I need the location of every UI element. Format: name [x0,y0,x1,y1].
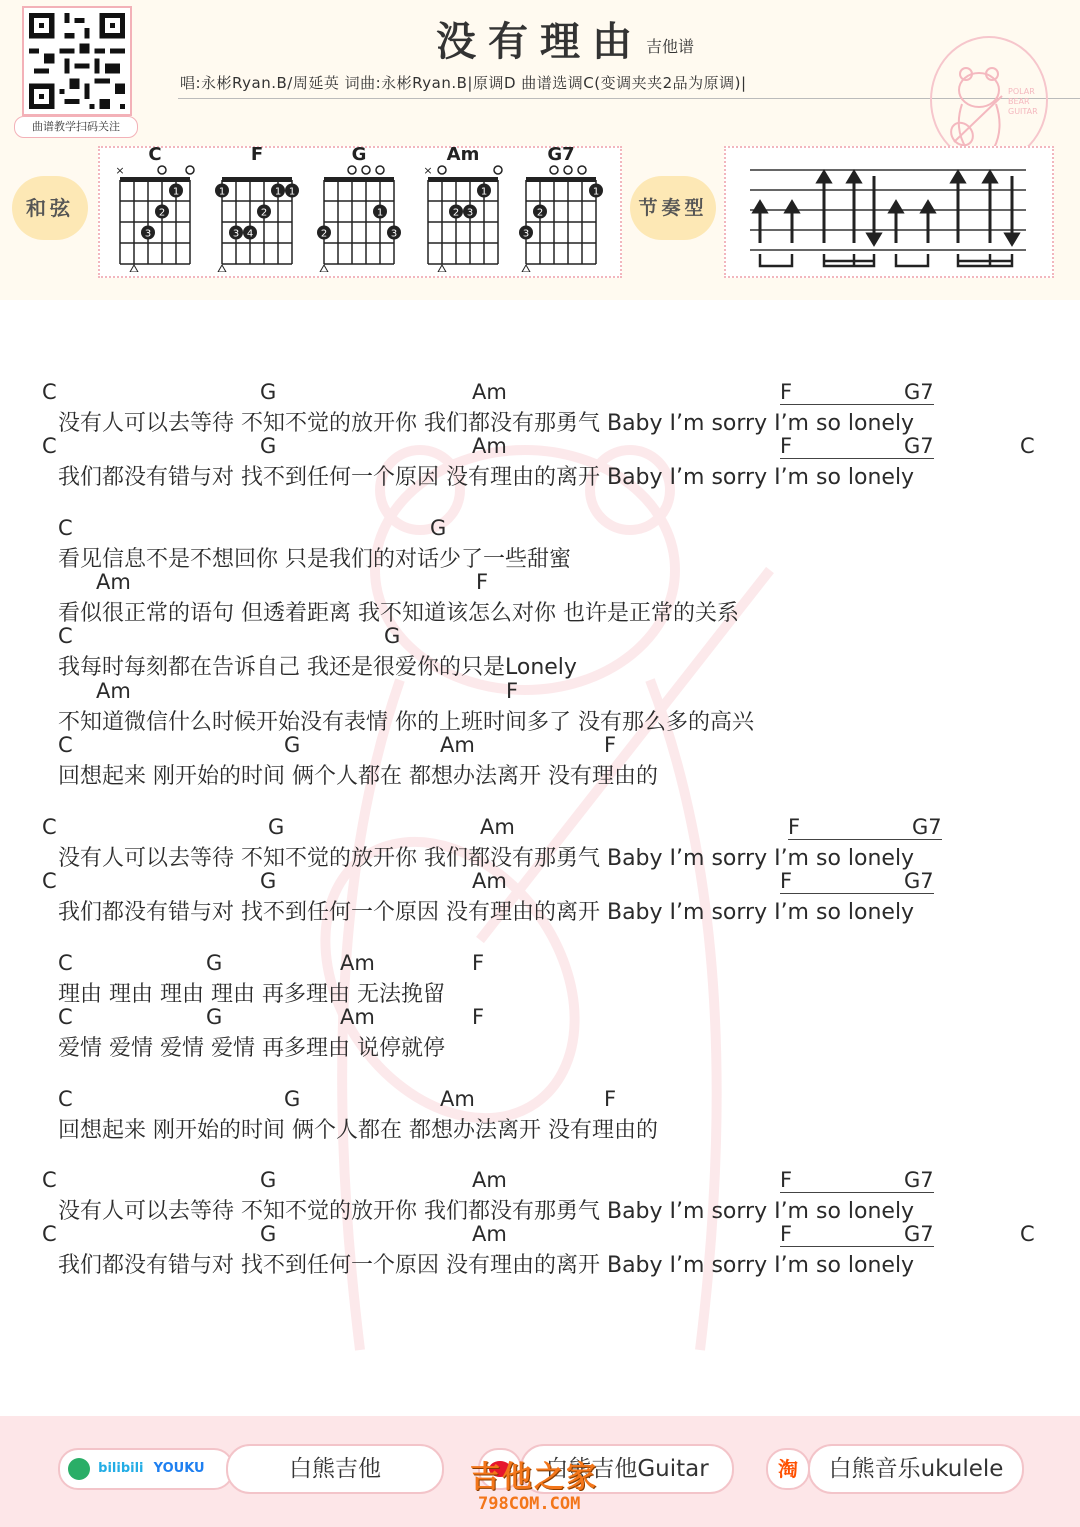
chord-symbol: C [42,1168,57,1192]
chord-diagram-g [316,144,402,272]
svg-text:3: 3 [390,228,398,240]
chord-symbol: F [780,1168,904,1193]
chord-symbol: F [780,434,904,459]
bear-watermark [250,420,810,1370]
lyric-line: 没有人可以去等待 不知不觉的放开你 我们都没有那勇气 Baby I’m sorry I’m so lonely [58,411,915,436]
chord-symbol: Am [472,434,507,458]
svg-text:1: 1 [172,186,180,198]
svg-text:1: 1 [274,186,282,198]
taobao-icon: 淘 [766,1448,810,1490]
chord-symbol: Am [472,1222,507,1246]
chord-grid [518,148,604,272]
qr-caption: 曲谱教学扫码关注 [14,116,138,138]
youku-label: YOUKU [153,1461,205,1476]
svg-text:1: 1 [288,186,296,198]
chord-symbol: G [260,869,277,893]
chord-symbol: G [284,733,301,757]
chord-symbol: C [42,815,57,839]
chord-symbol: Am [440,1087,475,1111]
chord-symbol: F [472,951,485,975]
rhythm-label: 节奏型 [630,176,716,240]
chord-symbol: C [58,1005,73,1029]
chord-symbol: Am [480,815,515,839]
chord-diagram-f [214,144,300,272]
chord-grid [112,148,198,272]
chord-symbol: F [604,733,617,757]
chord-symbol: Am [472,869,507,893]
chord-diagram-name: C [148,144,162,165]
svg-text:1: 1 [480,186,488,198]
logo-text-line-1: POLAR [1008,87,1035,96]
chord-symbol: G7 [912,815,942,839]
chord-diagram-name: Am [446,144,480,165]
song-credits: 唱:永彬Ryan.B/周延英 词曲:永彬Ryan.B|原调D 曲谱选调C(变调夹夹2品为原调)| [180,74,747,92]
chord-symbol: G [206,951,223,975]
svg-text:3: 3 [466,207,474,219]
rhythm-pattern [724,146,1054,278]
chord-grid [316,148,402,272]
chord-symbol: Am [340,1005,375,1029]
chord-symbol: G7 [904,1168,934,1192]
chord-symbol: C [58,733,73,757]
chord-symbol: G [260,1168,277,1192]
chord-symbol: C [58,516,73,540]
chord-symbol: G [430,516,447,540]
chords-label: 和弦 [12,176,88,240]
song-subtitle: 吉他谱 [646,37,695,56]
lyric-line: 没有人可以去等待 不知不觉的放开你 我们都没有那勇气 Baby I’m sorry I’m so lonely [58,846,915,871]
chord-symbol: Am [440,733,475,757]
chord-symbol: F [788,815,912,840]
svg-text:3: 3 [522,228,530,240]
lyric-line: 看似很正常的语句 但透着距离 我不知道该怎么对你 也许是正常的关系 [58,601,739,626]
wechat-icon [68,1458,90,1480]
chord-symbol: C [58,951,73,975]
lyric-line: 我们都没有错与对 找不到任何一个原因 没有理由的离开 Baby I’m sorry I’m so lonely [58,1253,915,1278]
chord-symbol: Am [340,951,375,975]
chord-symbol: Am [96,679,131,703]
chord-symbol: Am [472,1168,507,1192]
chord-symbol: G [268,815,285,839]
channel-baixiong-guitar[interactable]: 白熊吉他 [226,1444,444,1494]
chord-symbol: G7 [904,380,934,404]
lyric-line: 回想起来 刚开始的时间 俩个人都在 都想办法离开 没有理由的 [58,764,658,789]
chord-symbol: C [58,624,73,648]
chord-symbol: F [476,570,489,594]
chord-symbol: C [42,380,57,404]
svg-text:2: 2 [158,207,166,219]
chord-symbol: C [42,869,57,893]
chord-symbol: G [260,1222,277,1246]
chord-symbol: G7 [904,869,934,893]
chord-symbol: C [1020,1222,1035,1246]
chord-symbol: Am [472,380,507,404]
qr-code-image[interactable] [22,6,132,116]
svg-text:1: 1 [592,186,600,198]
chord-diagram-name: F [250,144,264,165]
chord-symbol: G7 [904,1222,934,1246]
lyric-line: 理由 理由 理由 理由 再多理由 无法挽留 [58,982,445,1007]
polar-bear-guitar-logo [930,36,1048,164]
site-watermark-stamp: 吉他之家 [470,1460,598,1495]
chord-grid [420,148,506,272]
svg-text:1: 1 [376,207,384,219]
lyric-line: 爱情 爱情 爱情 爱情 再多理由 说停就停 [58,1036,445,1061]
chord-symbol: F [780,1222,904,1247]
chord-symbol: F [604,1087,617,1111]
chord-symbol: G [206,1005,223,1029]
svg-text:2: 2 [260,207,268,219]
chord-symbol: G [384,624,401,648]
svg-text:2: 2 [452,207,460,219]
platform-icons[interactable] [58,1448,234,1490]
lyric-line: 我们都没有错与对 找不到任何一个原因 没有理由的离开 Baby I’m sorry I’m so lonely [58,465,915,490]
chord-symbol: C [42,1222,57,1246]
lyric-line: 回想起来 刚开始的时间 俩个人都在 都想办法离开 没有理由的 [58,1118,658,1143]
lyric-line: 看见信息不是不想回你 只是我们的对话少了一些甜蜜 [58,547,571,572]
chord-symbol: G7 [904,434,934,458]
song-title: 没有理由 [436,19,644,65]
lyric-line: 不知道微信什么时候开始没有表情 你的上班时间多了 没有那么多的高兴 [58,710,754,735]
chord-diagram-c [112,144,198,272]
channel-baixiong-ukulele[interactable]: 白熊音乐ukulele [808,1444,1024,1494]
svg-text:3: 3 [232,228,240,240]
chord-symbol: C [58,1087,73,1111]
logo-text-line-2: BEAR [1008,97,1030,106]
chord-symbol: G [260,380,277,404]
svg-text:2: 2 [320,228,328,240]
channel-baixiong-guitar-en[interactable]: 白熊吉他Guitar [520,1444,734,1494]
svg-text:×: × [423,164,433,177]
chord-diagram-name: G7 [547,144,575,165]
chord-symbol: F [472,1005,485,1029]
site-watermark-url: 798COM.COM [478,1494,581,1514]
svg-text:1: 1 [218,186,226,198]
chord-symbol: Am [96,570,131,594]
bilibili-label: bilibili [98,1461,144,1476]
chord-symbol: G [260,434,277,458]
lyric-line: 没有人可以去等待 不知不觉的放开你 我们都没有那勇气 Baby I’m sorry I’m so lonely [58,1199,915,1224]
svg-text:4: 4 [246,228,254,240]
svg-text:×: × [115,164,125,177]
chord-diagram-name: G [351,144,367,165]
chord-diagram-g7 [518,144,604,272]
svg-text:3: 3 [144,228,152,240]
chord-grid [214,148,300,272]
logo-text-line-3: GUITAR [1008,107,1038,116]
lyric-line: 我每时每刻都在告诉自己 我还是很爱你的只是Lonely [58,655,577,680]
chord-symbol: C [1020,434,1035,458]
chord-symbol: F [780,380,904,405]
chord-symbol: F [780,869,904,894]
chord-symbol: C [42,434,57,458]
chord-diagram-am [420,144,506,272]
chord-symbol: F [506,679,519,703]
chord-symbol: G [284,1087,301,1111]
svg-text:2: 2 [536,207,544,219]
lyric-line: 我们都没有错与对 找不到任何一个原因 没有理由的离开 Baby I’m sorry I’m so lonely [58,900,915,925]
